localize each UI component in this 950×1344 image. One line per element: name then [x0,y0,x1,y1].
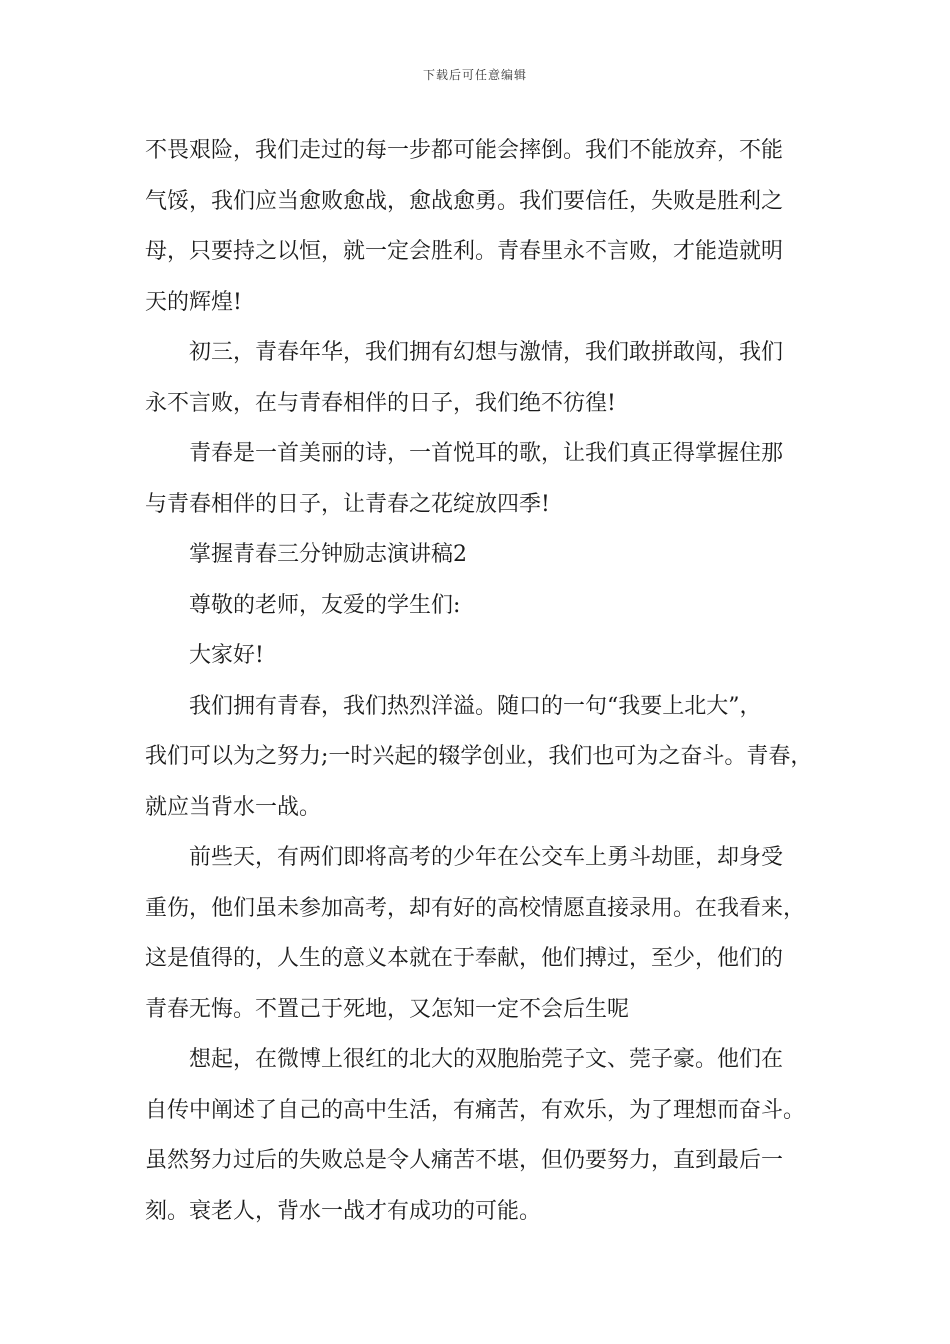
greeting-line: 尊敬的老师，友爱的学生们: [189,592,461,618]
text-line: 想起，在微博上很红的北大的双胞胎莞子文、莞子豪。他们在 [189,1047,784,1072]
text-line: 虽然努力过后的失败总是令人痛苦不堪，但仍要努力，直到最后一 [145,1148,784,1173]
text-line: 重伤，他们虽未参加高考，却有好的高校情愿直接录用。在我看来， [145,895,806,921]
text-line: 前些天，有两们即将高考的少年在公交车上勇斗劫匪，却身受 [189,845,784,870]
text-line: 就应当背水一战。 [145,794,322,820]
text-line: 永不言败，在与青春相伴的日子，我们绝不彷徨! [145,390,616,416]
page-header: 下载后可任意编辑 [422,68,527,82]
text-line: 青春是一首美丽的诗，一首悦耳的歌，让我们真正得掌握住那 [189,441,784,466]
section-title: 掌握青春三分钟励志演讲稿2 [189,542,467,567]
text-line: 气馁，我们应当愈败愈战，愈战愈勇。我们要信任，失败是胜利之 [145,188,784,214]
text-line: 青春无悔。不置己于死地，又怎知一定不会后生呢 [145,996,630,1022]
text-line: 初三，青春年华，我们拥有幻想与激情，我们敢拼敢闯，我们 [189,340,784,365]
greeting-line: 大家好! [189,643,264,668]
text-line: 不畏艰险，我们走过的每一步都可能会摔倒。我们不能放弃，不能 [145,138,784,163]
text-line: 天的辉煌! [145,289,242,315]
text-line: 与青春相伴的日子，让青春之花绽放四季! [145,491,550,517]
text-line: 刻。衰老人，背水一战才有成功的可能。 [145,1198,542,1224]
text-line: 我们可以为之努力;一时兴起的辍学创业，我们也可为之奋斗。青春， [145,744,813,769]
document-body [145,126,815,1237]
text-line: 这是值得的，人生的意义本就在于奉献，他们搏过，至少，他们的 [145,946,784,971]
text-line: 自传中阐述了自己的高中生活，有痛苦，有欢乐，为了理想而奋斗。 [145,1097,806,1123]
text-line: 母，只要持之以恒，就一定会胜利。青春里永不言败，才能造就明 [145,239,784,264]
text-line: 我们拥有青春，我们热烈洋溢。随口的一句“我要上北大”， [189,693,762,719]
